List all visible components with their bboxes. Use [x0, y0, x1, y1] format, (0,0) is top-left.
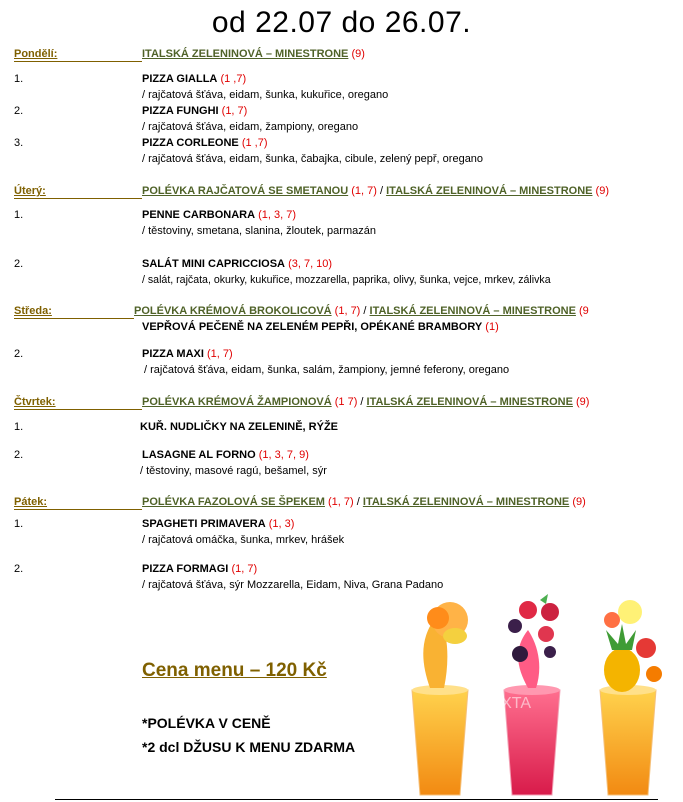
soup-allergens: (9): [351, 48, 365, 60]
soup-name: ITALSKÁ ZELENINOVÁ – MINESTRONE: [362, 496, 570, 508]
item-number: 1.: [14, 518, 24, 530]
dish-allergens: (1, 7): [231, 563, 258, 575]
soup-line-wednesday: POLÉVKA KRÉMOVÁ BROKOLICOVÁ (1, 7) / ITALSKÁ ZELENINOVÁ – MINESTRONE (9: [134, 305, 589, 317]
dish-line: [142, 321, 499, 333]
watermark-text: PIXTA: [486, 695, 532, 712]
soup-name: ITALSKÁ ZELENINOVÁ – MINESTRONE: [142, 48, 349, 60]
dish-line: [142, 563, 257, 575]
soup-line-monday: [142, 48, 365, 60]
soup-allergens: (9): [572, 496, 586, 508]
dish-line: [142, 137, 268, 149]
soup-name: POLÉVKA KRÉMOVÁ ŽAMPIONOVÁ: [142, 396, 332, 408]
soup-name: ITALSKÁ ZELENINOVÁ – MINESTRONE: [386, 185, 593, 197]
dish-name: PIZZA FORMAGI: [142, 563, 229, 575]
dish-line: [142, 73, 246, 85]
dish-allergens: (1): [485, 321, 499, 333]
dish-description: / rajčatová šťáva, eidam, žampiony, oregano: [142, 121, 359, 133]
soup-allergens: (1, 7): [328, 496, 354, 508]
dish-name: PENNE CARBONARA: [142, 209, 256, 221]
day-underline: [14, 198, 142, 199]
orange-juice-glass: [412, 602, 468, 795]
soup-allergens: (9: [578, 305, 589, 317]
dish-allergens: (3, 7, 10): [288, 258, 333, 270]
dish-name: PIZZA GIALLA: [142, 73, 218, 85]
item-number: 1.: [14, 209, 24, 221]
soup-line-thursday: POLÉVKA KRÉMOVÁ ŽAMPIONOVÁ (1 7) / ITALSKÁ ZELENINOVÁ – MINESTRONE (9): [142, 396, 590, 408]
soup-name: POLÉVKA FAZOLOVÁ SE ŠPEKEM: [142, 496, 325, 508]
dish-allergens: (1, 3, 7): [258, 209, 297, 221]
dish-name: LASAGNE AL FORNO: [142, 449, 256, 461]
dish-description: / rajčatová omáčka, šunka, mrkev, hrášek: [142, 534, 345, 546]
soup-name: POLÉVKA RAJČATOVÁ SE SMETANOU: [142, 185, 349, 197]
tropical-juice-glass: [600, 600, 662, 795]
soup-name: POLÉVKA KRÉMOVÁ BROKOLICOVÁ: [134, 305, 332, 317]
dish-line: [142, 105, 247, 117]
dish-description: / salát, rajčata, okurky, kukuřice, mozzarella, paprika, olivy, šunka, vejce, mrkev, zálivka: [142, 274, 551, 286]
item-number: 2.: [14, 449, 24, 461]
item-number: 2.: [14, 563, 24, 575]
dish-name: SALÁT MINI CAPRICCIOSA: [142, 258, 285, 270]
dish-allergens: (1 ,7): [220, 73, 247, 85]
note-free-juice: *2 dcl DŽUSU K MENU ZDARMA: [142, 739, 356, 755]
dish-allergens: (1, 7): [207, 348, 233, 360]
dish-line: [142, 348, 233, 360]
dish-description: / rajčatová šťáva, eidam, šunka, salám, žampiony, jemné feferony, oregano: [144, 364, 510, 376]
soup-allergens: (9): [575, 396, 590, 408]
dish-line: [140, 421, 338, 433]
dish-line: [142, 209, 296, 221]
item-number: 2.: [14, 105, 24, 117]
day-label-thursday: Čtvrtek:: [14, 396, 56, 408]
soup-allergens: (9): [595, 185, 609, 197]
page-title: od 22.07 do 26.07.: [211, 6, 472, 39]
soup-allergens: (1, 7): [351, 185, 377, 197]
note-soup-included: *POLÉVKA V CENĚ: [142, 715, 271, 731]
dish-name: PIZZA CORLEONE: [142, 137, 239, 149]
dish-description: / těstoviny, masové ragú, bešamel, sýr: [140, 465, 327, 477]
day-label-monday: Pondělí:: [14, 48, 58, 60]
dish-allergens: (1, 3, 7, 9): [258, 449, 309, 461]
day-label-wednesday: Středa:: [14, 305, 52, 317]
day-label-tuesday: Úterý:: [14, 185, 46, 197]
juice-glasses-image: [400, 590, 670, 800]
day-underline: [14, 318, 134, 319]
soup-allergens: (1 7): [334, 396, 358, 408]
soup-line-friday: POLÉVKA FAZOLOVÁ SE ŠPEKEM (1, 7) / ITALSKÁ ZELENINOVÁ – MINESTRONE (9): [142, 496, 586, 508]
page-bottom-rule: [55, 799, 658, 800]
soup-name: ITALSKÁ ZELENINOVÁ – MINESTRONE: [369, 305, 576, 317]
dish-description: / rajčatová šťáva, eidam, šunka, kukuřice, oregano: [142, 89, 389, 101]
dish-allergens: (1 ,7): [241, 137, 268, 149]
item-number: 2.: [14, 258, 24, 270]
dish-line: [142, 258, 332, 270]
day-underline: [14, 409, 142, 410]
dish-name: PIZZA MAXI: [142, 348, 204, 360]
item-number: 2.: [14, 348, 24, 360]
dish-name: VEPŘOVÁ PEČENĚ NA ZELENÉM PEPŘI, OPÉKANÉ BRAMBORY: [142, 321, 483, 333]
day-underline: [14, 509, 142, 510]
day-label-friday: Pátek:: [14, 496, 48, 508]
item-number: 1.: [14, 73, 24, 85]
menu-price: Cena menu – 120 Kč: [142, 660, 327, 681]
dish-name: KUŘ. NUDLIČKY NA ZELENINĚ, RÝŽE: [140, 421, 339, 433]
dish-description: / rajčatová šťáva, eidam, šunka, čabajka, cibule, zelený pepř, oregano: [142, 153, 484, 165]
dish-allergens: (1, 7): [221, 105, 248, 117]
item-number: 1.: [14, 421, 24, 433]
dish-description: / rajčatová šťáva, sýr Mozzarella, Eidam, Niva, Grana Padano: [142, 579, 444, 591]
dish-name: PIZZA FUNGHI: [142, 105, 219, 117]
dish-line: [142, 449, 309, 461]
soup-line-tuesday: POLÉVKA RAJČATOVÁ SE SMETANOU (1, 7) / ITALSKÁ ZELENINOVÁ – MINESTRONE (9): [142, 185, 609, 197]
dish-line: [142, 518, 294, 530]
dish-allergens: (1, 3): [268, 518, 295, 530]
soup-name: ITALSKÁ ZELENINOVÁ – MINESTRONE: [366, 396, 573, 408]
dish-name: SPAGHETI PRIMAVERA: [142, 518, 266, 530]
soup-allergens: (1, 7): [334, 305, 361, 317]
day-underline: [14, 61, 142, 62]
dish-description: / těstoviny, smetana, slanina, žloutek, parmazán: [142, 225, 376, 237]
item-number: 3.: [14, 137, 24, 149]
